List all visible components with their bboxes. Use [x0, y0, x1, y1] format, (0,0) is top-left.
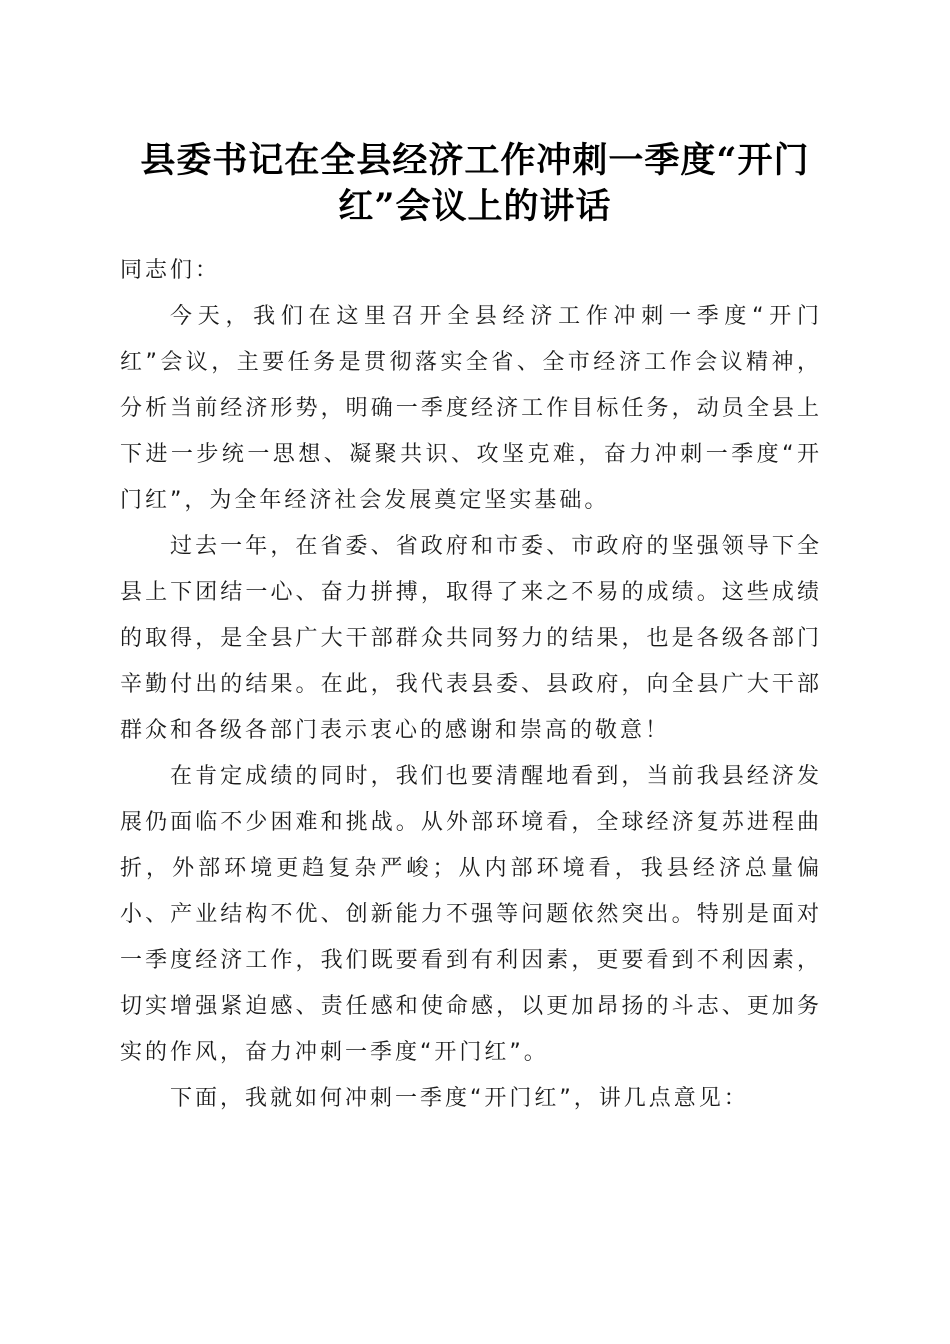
document-title: 县委书记在全县经济工作冲刺一季度“开门红”会议上的讲话	[140, 140, 810, 227]
paragraph-transition: 下面，我就如何冲刺一季度“开门红”，讲几点意见：	[170, 1086, 749, 1111]
salutation: 同志们：	[120, 258, 221, 283]
paragraph-challenges: 在肯定成绩的同时，我们也要清醒地看到，当前我县经济发展仍面临不少困难和挑战。从外部环境看，全球经济复苏进程曲折，外部环境更趋复杂严峻；从内部环境看，我县经济总量偏小、产业结构不优、创新能力不强等问题依然突出。特别是面对一季度经济工作，我们既要看到有利因素，更要看到不利因素，切实增强紧迫感、责任感和使命感，以更加昂扬的斗志、更加务实的作风，奋力冲刺一季度“开门红”。	[120, 764, 822, 1065]
paragraph-opening: 今天，我们在这里召开全县经济工作冲刺一季度“开门红”会议，主要任务是贯彻落实全省、全市经济工作会议精神，分析当前经济形势，明确一季度经济工作目标任务，动员全县上下进一步统一思想、凝聚共识、攻坚克难，奋力冲刺一季度“开门红”，为全年经济社会发展奠定坚实基础。	[120, 304, 822, 513]
paragraph-past-year: 过去一年，在省委、省政府和市委、市政府的坚强领导下全县上下团结一心、奋力拼搏，取得了来之不易的成绩。这些成绩的取得，是全县广大干部群众共同努力的结果，也是各级各部门辛勤付出的结果。在此，我代表县委、县政府，向全县广大干部群众和各级各部门表示衷心的感谢和崇高的敬意！	[120, 534, 822, 743]
document-body	[120, 248, 822, 1122]
